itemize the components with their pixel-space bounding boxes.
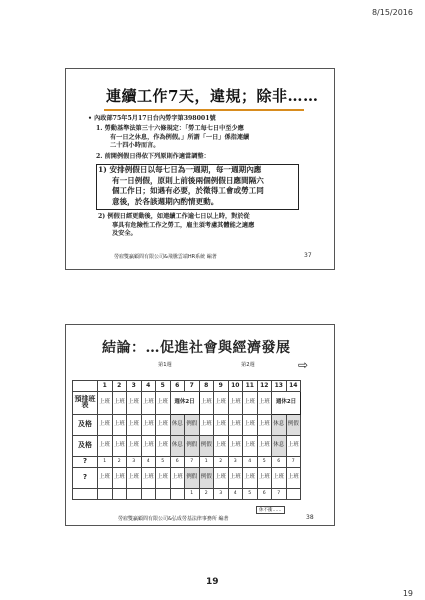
blank-cell (127, 489, 142, 500)
holiday-cell: 例假 (199, 468, 214, 489)
day-cell: 1 (98, 381, 113, 392)
week2-label: 第2週 (241, 362, 255, 368)
corner-cell (73, 381, 98, 392)
header-date: 8/15/2016 (371, 8, 413, 17)
work-cell: 上班 (214, 415, 229, 436)
slide-page-number: 38 (306, 514, 314, 521)
row-label: 及格 (73, 415, 98, 436)
day-cell: 5 (257, 457, 272, 468)
sub2-line1: 2) 例假日經更動後，如連續工作逾七日以上時，對於從 (98, 213, 250, 220)
day-cell: 7 (185, 457, 200, 468)
day-cell: 7 (286, 457, 301, 468)
work-cell: 上班 (257, 392, 272, 415)
blank-cell (286, 489, 301, 500)
day-cell: 14 (286, 381, 301, 392)
day-cell: 9 (214, 381, 229, 392)
day-cell: 8 (199, 381, 214, 392)
work-cell: 上班 (228, 436, 243, 457)
item1-line2: 有一日之休息，作為例假。」所謂「一日」係指連續 (110, 133, 250, 141)
work-cell: 上班 (98, 436, 113, 457)
off-cell: 休息 (272, 436, 287, 457)
work-cell: 上班 (112, 392, 127, 415)
day-cell: 10 (228, 381, 243, 392)
question-row (73, 457, 301, 468)
sub1-line1: 1) 安排例假日以每七日為一週期，每一週期內應 (98, 165, 262, 174)
off-cell: 休息 (170, 415, 185, 436)
week1-label: 第1週 (158, 362, 172, 368)
work-cell: 上班 (243, 415, 258, 436)
work-cell: 上班 (156, 392, 171, 415)
row-label: 預排班表 (73, 392, 98, 415)
work-cell: 上班 (243, 392, 258, 415)
day-cell: 6 (170, 457, 185, 468)
blank-cell (141, 489, 156, 500)
work-cell: 上班 (156, 468, 171, 489)
day-cell: 2 (214, 457, 229, 468)
day-cell: 11 (243, 381, 258, 392)
item2-line: 2. 前開例假日得依下列原則作適當調整： (96, 153, 210, 160)
sub1-line4: 意後，於各該週期內酌情更動。 (112, 196, 219, 206)
work-cell: 上班 (156, 436, 171, 457)
slide-title: 連續工作7天，違規；除非…… (106, 87, 319, 105)
work-cell: 上班 (228, 468, 243, 489)
day-cell: 12 (257, 381, 272, 392)
work-cell: 上班 (214, 468, 229, 489)
slide-37 (65, 68, 335, 270)
off-cell: 休息 (170, 436, 185, 457)
off-cell: 休息 (272, 415, 287, 436)
weekly-off-cell: 週休2日 (170, 392, 199, 415)
title-underline (104, 109, 304, 111)
day-cell: 4 (243, 457, 258, 468)
work-cell: 上班 (127, 415, 142, 436)
right-arrow-icon: ⇨ (298, 358, 309, 372)
slide-page-number: 37 (304, 252, 312, 259)
note-box: 休不衝…… (256, 506, 285, 514)
holiday-cell: 例假 (199, 436, 214, 457)
work-cell: 上班 (141, 468, 156, 489)
row-label: 及格 (73, 436, 98, 457)
work-cell: 上班 (98, 468, 113, 489)
work-cell: 上班 (257, 436, 272, 457)
work-cell: 上班 (170, 468, 185, 489)
day-cell: 2 (199, 489, 214, 500)
page-footer-number: 19 (206, 577, 219, 587)
work-cell: 上班 (199, 392, 214, 415)
numbering-row (73, 489, 301, 500)
sub2-line3: 及安全。 (112, 230, 137, 237)
day-cell: 3 (127, 381, 142, 392)
day-cell: 13 (272, 381, 287, 392)
holiday-cell: 例假 (185, 415, 200, 436)
work-cell: 上班 (141, 415, 156, 436)
blank-cell (156, 489, 171, 500)
question-row (73, 468, 301, 489)
corner-page-number: 19 (402, 589, 413, 598)
pass-row (73, 436, 301, 457)
sub1-line3: 個工作日；如遇有必要，於徵得工會或勞工同 (112, 186, 264, 195)
work-cell: 上班 (228, 415, 243, 436)
work-cell: 上班 (127, 392, 142, 415)
holiday-cell: 例假 (185, 468, 200, 489)
row-label: ? (73, 457, 98, 468)
day-cell: 1 (185, 489, 200, 500)
row-label: ? (73, 468, 98, 489)
work-cell: 上班 (141, 436, 156, 457)
blank-cell (170, 489, 185, 500)
day-cell: 6 (272, 457, 287, 468)
blank-cell (112, 489, 127, 500)
work-cell: 上班 (228, 392, 243, 415)
work-cell: 上班 (272, 468, 287, 489)
day-cell: 4 (228, 489, 243, 500)
day-cell: 3 (127, 457, 142, 468)
day-cell: 6 (257, 489, 272, 500)
holiday-cell: 例假 (286, 415, 301, 436)
work-cell: 上班 (243, 436, 258, 457)
day-cell: 7 (272, 489, 287, 500)
work-cell: 上班 (98, 415, 113, 436)
item1-line3: 二十四小時而言。 (110, 142, 160, 149)
slide-footer: 勞雇雙贏顧問有限公司&飛騰雲端HR系統 編著 (114, 254, 217, 260)
slide-38 (65, 324, 335, 526)
work-cell: 上班 (112, 415, 127, 436)
work-cell: 上班 (286, 436, 301, 457)
slide-title: 結論：…促進社會與經濟發展 (102, 340, 291, 356)
day-cell: 7 (185, 381, 200, 392)
work-cell: 上班 (257, 468, 272, 489)
work-cell: 上班 (199, 415, 214, 436)
slide-footer: 勞雇雙贏顧問有限公司&弘成勞基法律事務所 編著 (118, 516, 229, 522)
work-cell: 上班 (156, 415, 171, 436)
sub1-line2: 有一日例假，原則上前後兩個例假日應間隔六 (112, 175, 264, 185)
day-cell: 3 (228, 457, 243, 468)
work-cell: 上班 (141, 392, 156, 415)
item1-line1: 1. 勞動基準法第三十六條規定：「勞工每七日中至少應 (96, 125, 244, 132)
day-cell: 2 (112, 381, 127, 392)
work-cell: 上班 (286, 468, 301, 489)
weekly-off-cell: 週休2日 (272, 392, 301, 415)
day-cell: 4 (141, 381, 156, 392)
blank-cell (98, 489, 113, 500)
day-cell: 3 (214, 489, 229, 500)
schedule-table (72, 380, 301, 500)
day-cell: 5 (156, 457, 171, 468)
pass-row (73, 415, 301, 436)
work-cell: 上班 (127, 436, 142, 457)
day-cell: 2 (112, 457, 127, 468)
holiday-cell: 例假 (185, 436, 200, 457)
work-cell: 上班 (214, 436, 229, 457)
bullet-ref: • 內政部75年5月17日台內勞字第398001號 (88, 115, 216, 122)
day-header-row (73, 381, 301, 392)
work-cell: 上班 (243, 468, 258, 489)
work-cell: 上班 (112, 436, 127, 457)
day-cell: 1 (98, 457, 113, 468)
day-cell: 4 (141, 457, 156, 468)
sub2-line2: 事具有危險性工作之勞工，雇主須考慮其體能之適應 (112, 221, 255, 229)
row-label (73, 489, 98, 500)
day-cell: 5 (156, 381, 171, 392)
day-cell: 5 (243, 489, 258, 500)
work-cell: 上班 (112, 468, 127, 489)
work-cell: 上班 (214, 392, 229, 415)
day-cell: 6 (170, 381, 185, 392)
day-cell: 1 (199, 457, 214, 468)
work-cell: 上班 (127, 468, 142, 489)
work-cell: 上班 (98, 392, 113, 415)
schedule-row (73, 392, 301, 415)
work-cell: 上班 (257, 415, 272, 436)
